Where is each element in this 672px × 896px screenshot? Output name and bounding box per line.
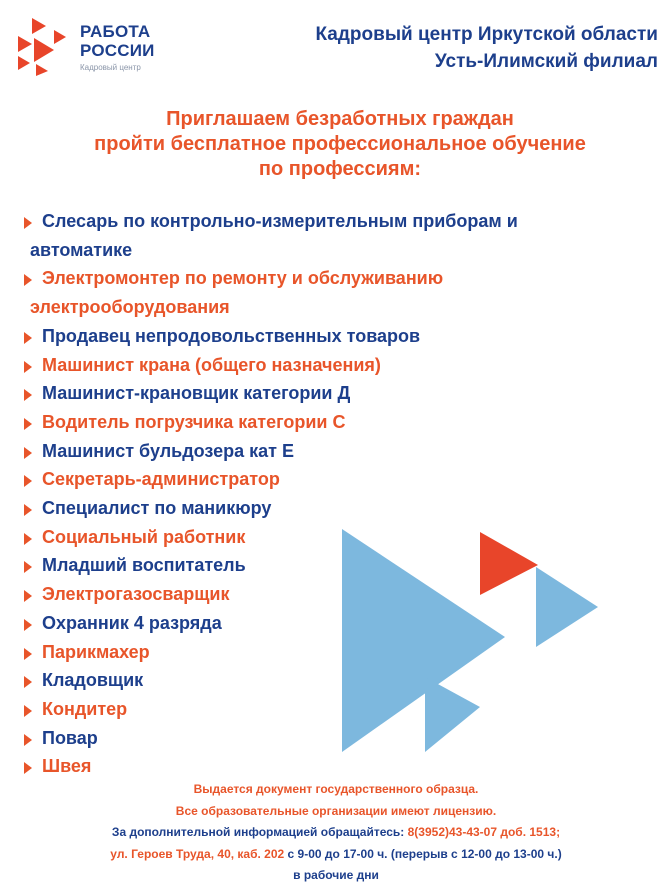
- footer-line-2: Все образовательные организации имеют лицензию.: [175, 803, 497, 818]
- footer-line-5: в рабочие дни: [293, 868, 379, 882]
- bullet-triangle-icon: [24, 533, 32, 545]
- footer-line-1: Выдается документ государственного образца.: [193, 782, 479, 796]
- bullet-triangle-icon: [24, 705, 32, 717]
- bullet-triangle-icon: [24, 561, 32, 573]
- bullet-triangle-icon: [24, 361, 32, 373]
- footer-line-3: [20, 822, 652, 844]
- professions-list: [22, 207, 622, 781]
- headline-line-2: пройти бесплатное профессиональное обучение: [94, 133, 586, 155]
- profession-text-continued: автоматике: [30, 239, 133, 260]
- logo-line-1: РАБОТА: [80, 22, 151, 41]
- profession-item: [22, 523, 622, 552]
- profession-item: [22, 724, 622, 753]
- profession-item: [22, 752, 622, 781]
- bullet-triangle-icon: [24, 504, 32, 516]
- footer-address: ул. Героев Труда, 40, каб. 202: [110, 846, 285, 861]
- bullet-triangle-icon: [24, 389, 32, 401]
- profession-item: [22, 408, 622, 437]
- profession-text-continued: электрооборудования: [30, 297, 230, 318]
- bullet-triangle-icon: [24, 418, 32, 430]
- headline: [40, 107, 640, 182]
- profession-text: Охранник 4 разряда: [42, 612, 222, 633]
- profession-item: [22, 580, 622, 609]
- profession-item: [22, 207, 622, 264]
- profession-item: [22, 264, 622, 321]
- bullet-triangle-icon: [24, 274, 32, 286]
- profession-text: Машинист-крановщик категории Д: [42, 383, 351, 404]
- footer-line-4: [20, 844, 652, 866]
- org-branch: Усть-Илимский филиал: [434, 51, 658, 72]
- bullet-triangle-icon: [24, 447, 32, 459]
- profession-item: [22, 437, 622, 466]
- bullet-triangle-icon: [24, 217, 32, 229]
- profession-text: Электрогазосварщик: [42, 584, 230, 605]
- profession-text: Электромонтер по ремонту и обслуживанию: [42, 268, 444, 289]
- profession-item: [22, 465, 622, 494]
- bullet-triangle-icon: [24, 619, 32, 631]
- logo-subtitle: Кадровый центр: [80, 63, 141, 72]
- profession-text: Водитель погрузчика категории С: [42, 411, 346, 432]
- logo-line-2: РОССИИ: [80, 41, 155, 60]
- profession-text: Повар: [42, 727, 98, 748]
- profession-text: Младший воспитатель: [42, 555, 246, 576]
- logo-text: [80, 22, 155, 72]
- profession-item: [22, 666, 622, 695]
- profession-text: Слесарь по контрольно-измерительным приборам и: [42, 211, 518, 231]
- profession-text: Социальный работник: [42, 526, 246, 547]
- bullet-triangle-icon: [24, 676, 32, 688]
- headline-line-1: Приглашаем безработных граждан: [166, 108, 514, 130]
- footer-info: [20, 779, 652, 887]
- profession-text: Машинист бульдозера кат Е: [42, 440, 294, 461]
- org-name: Кадровый центр Иркутской области: [315, 24, 658, 45]
- profession-item: [22, 609, 622, 638]
- profession-text: Продавец непродовольственных товаров: [42, 325, 421, 346]
- profession-text: Парикмахер: [42, 641, 150, 662]
- bullet-triangle-icon: [24, 332, 32, 344]
- profession-item: [22, 351, 622, 380]
- bullet-triangle-icon: [24, 762, 32, 774]
- profession-text: Специалист по маникюру: [42, 498, 272, 519]
- profession-text: Кондитер: [42, 698, 128, 719]
- profession-text: Швея: [42, 756, 92, 777]
- profession-text: Кладовщик: [42, 670, 144, 691]
- profession-item: [22, 551, 622, 580]
- profession-item: [22, 638, 622, 667]
- headline-line-3: по профессиям:: [258, 158, 422, 180]
- profession-item: [22, 322, 622, 351]
- profession-item: [22, 379, 622, 408]
- bullet-triangle-icon: [24, 734, 32, 746]
- profession-text: Машинист крана (общего назначения): [42, 354, 381, 375]
- rabota-rossii-logo-icon: [14, 16, 70, 76]
- footer-phone: 8(3952)43-43-07 доб. 1513;: [407, 825, 561, 839]
- profession-text: Секретарь-администратор: [42, 469, 280, 490]
- bullet-triangle-icon: [24, 648, 32, 660]
- bullet-triangle-icon: [24, 590, 32, 602]
- footer-contact-label: За дополнительной информацией обращайтесь:: [111, 825, 405, 839]
- bullet-triangle-icon: [24, 475, 32, 487]
- rabota-rossii-logo: [14, 14, 194, 84]
- profession-item: [22, 695, 622, 724]
- profession-item: [22, 494, 622, 523]
- footer-hours: с 9-00 до 17-00 ч. (перерыв с 12-00 до 13-00 ч.): [287, 846, 562, 861]
- organization-header: [315, 21, 658, 75]
